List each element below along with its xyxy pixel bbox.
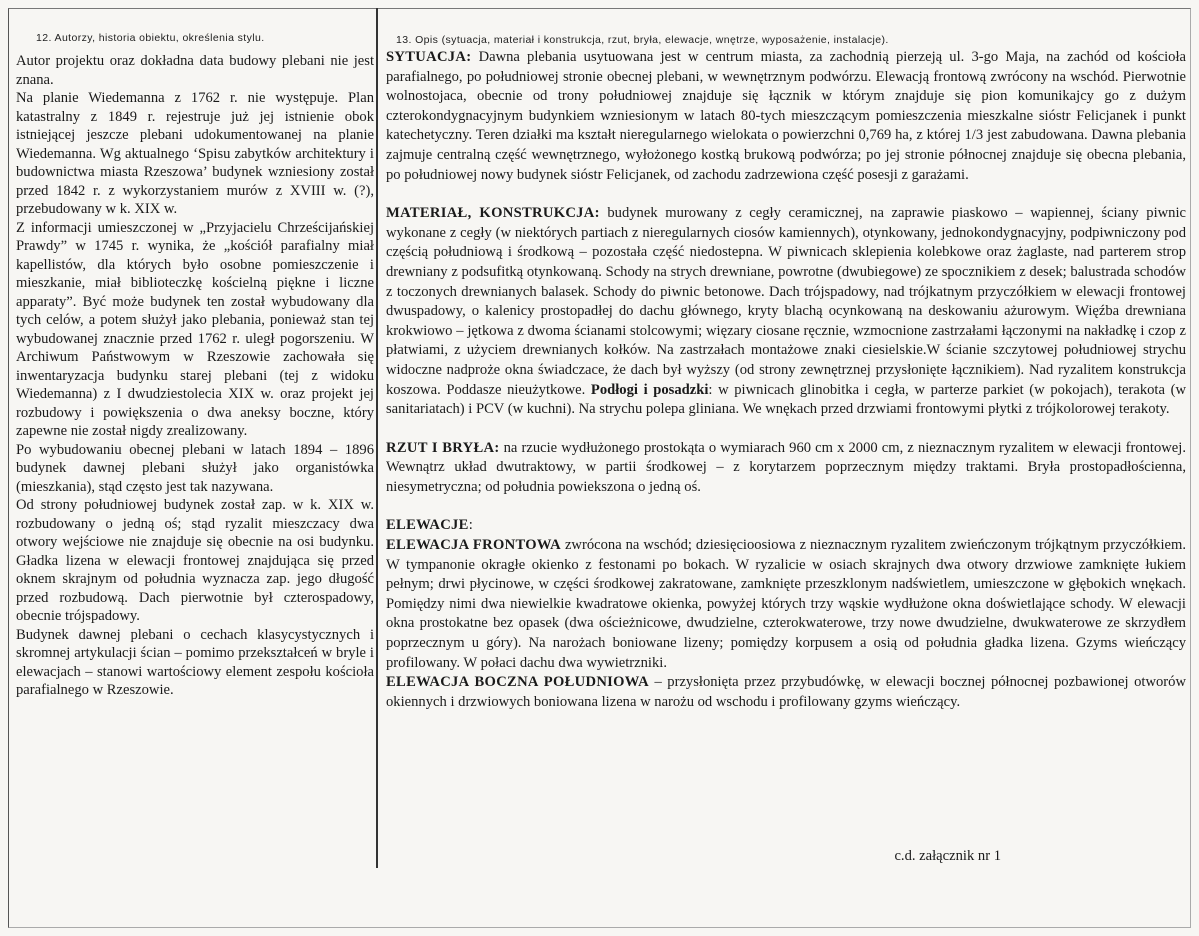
material-paragraph: [386, 204, 1186, 420]
left-section-header: 12. Autorzy, historia obiektu, określenia stylu.: [36, 32, 265, 44]
left-paragraph: Na planie Wiedemanna z 1762 r. nie występuje. Plan katastralny z 1849 r. rejestruje już jej istnienie obok istniejącej jeszcze plebani udokumentowanej na planie Wiedemanna. Wg aktualnego ‘Spisu zabytków architektury i budownictwa miasta Rzeszowa’ budynek wzniesiony został przed 1842 r. z wykorzystaniem murów z XVIII w. (?), przebudowany w k. XIX w.: [16, 90, 374, 217]
material-text: budynek murowany z cegły ceramicznej, na zaprawie piaskowo – wapiennej, ściany piwnic wykonane z cegły (w niektórych partiach z nieregularnych ciosów kamiennych), otynkowany, jednokondygnacyjny, podpiwniczony pod częścią południową i środkową – pozostała część niedostepna. W piwnicach sklepienia kolebkowe oraz żaglaste, nad parterem strop drewniany z podsufitką otynkowaną. Schody na strych drewniane, powrotne (dwubiegowe) ze spocznikiem z desek; balustrada schodów z toczonych drewnianych balasek. Schody do piwnic betonowe. Dach trójspadowy, nad trójkatnym przyczółkiem w elewacji frontowej dwuspadowy, o kalenicy prostopadłej do dachu głównego, kryty blachą ocynkowaną na deskowaniu ażurowym. Więźba drewniana krokwiowo – jętkowa z dwoma ścianami stolcowymi; więzary ciosane ręcznie, wzmocnione zastrzałami łączonymi na nakładkę i czop z płatwiami, z użyciem drewnianych kołków. Na zastrzałach montażowe znaki ciesielskie.W ścianie szczytowej południowej strychu widoczne nadproże okna świadczace, że dach był wyższy (od strony zewnętrznej przysłonięte łącznikiem). Nad ryzalitem konstrukcja koszowa. Poddasze nieużytkowe.: [386, 205, 1186, 398]
boczna-heading: ELEWACJA BOCZNA POŁUDNIOWA: [386, 674, 649, 691]
continuation-note: c.d. załącznik nr 1: [894, 848, 1001, 864]
left-paragraph: Autor projektu oraz dokładna data budowy plebani nie jest znana.: [16, 53, 374, 88]
rzut-text: na rzucie wydłużonego prostokąta o wymiarach 960 cm x 2000 cm, z nieznacznym ryzalitem w elewacji frontowej. Wewnątrz układ dwutraktowy, w partii środkowej – z korytarzem poprzecznym między traktami. Bryła prostopadłościenna, niesymetryczna; od południa powiekszona o jedną oś.: [386, 439, 1186, 495]
elewacje-heading: ELEWACJE: [386, 517, 469, 534]
frontowa-heading: ELEWACJA FRONTOWA: [386, 537, 562, 554]
elewacje-colon: :: [468, 517, 473, 534]
column-divider: [376, 8, 378, 868]
elewacje-heading-line: [386, 516, 1186, 536]
rzut-heading: RZUT I BRYŁA:: [386, 439, 500, 456]
rzut-paragraph: [386, 439, 1186, 498]
left-paragraph: Od strony południowej budynek został zap. w k. XIX w. rozbudowany o jedną oś; stąd ryzalit mieszczacy dwa otwory wejściowe nie znajduje się obecnie na osi budynku. Gładka lizena w elewacji frontowej znajdująca się przed oknem skrajnym od południa wyznacza zap. jego długość przed rozbudową. Dach pierwotnie był czterospadowy, obecnie trójspadowy.: [16, 497, 374, 624]
left-paragraph: Po wybudowaniu obecnej plebani w latach 1894 – 1896 budynek dawnej plebani służył jako organistówka (mieszkania), stąd często jest tak nazywana.: [16, 441, 374, 495]
left-paragraph: Z informacji umieszczonej w „Przyjacielu Chrześcijańskiej Prawdy” w 1745 r. wynika, że „kościół parafialny miał kapellistów, dla których było osobne pomieszczenie i mieszkanie, miał biblioteczkę kościelną piękne i liczne apparaty”. Być może budynek ten został wybudowany dla tych celów, a potem służył jako plebania, ponieważ stan tej wybudowanej znacznie przed 1762 r. uległ pogorszeniu. W Archiwum Państwowym w Rzeszowie zachowała się inwentaryzacja budynku starej plebani (tej z widoku Wiedemanna) z I dwudziestolecia XIX w. oraz projekt jej rozbudowy i powiększenia o dwa aneksy boczne, który zapewne nie został nigdy zrealizowany.: [16, 219, 374, 439]
left-column: [16, 52, 374, 700]
sytuacja-paragraph: [386, 48, 1186, 185]
sytuacja-text: Dawna plebania usytuowana jest w centrum miasta, za zachodnią pierzeją ul. 3-go Maja, na zachód od kościoła parafialnego, po południowej stronie obecnej plebani, w wewnętrznym podwórzu. Elewacją frontową zwrócony na wschód. Pierwotnie wolnostojaca, obecnie od trony południowej znajduje się łącznik w którym znajduje się pion komunikajcy go z dużym czterokondygnacyjnym budynkiem wzniesionym w latach 80-tych mieszczącym pomieszczenia mieszkalne sióstr Felicjanek i punkt katechetyczny. Teren działki ma kształt nieregularnego wielokata o powierzchni 0,769 ha, z której 1/3 jest zabudowana. Dawna plebania zajmuje centralną część wewnętrznego, wyłożonego kostką brukową podwórza; po jej stronie północnej znajduje się obecna plebania, po południowej nowy budynek sióstr Felicjanek, od zachodu zadrzewiona część posesji z garażami.: [386, 49, 1186, 183]
left-paragraph: Budynek dawnej plebani o cechach klasycystycznych i skromnej artykulacji ścian – pomimo przekształceń w bryle i elewacjach – stanowi wartościowy element zespołu kościoła parafialnego w Rzeszowie.: [16, 626, 374, 698]
boczna-text: – przysłonięta przez przybudówkę, w elewacji bocznej północnej pozbawionej otworów okiennych i drzwiowych boniowana lizena w narożu od wschodu i profilowany gzyms wieńczący.: [386, 674, 1186, 710]
right-column: [386, 48, 1186, 712]
right-section-header: 13. Opis (sytuacja, materiał i konstrukcja, rzut, bryła, elewacje, wnętrze, wyposażenie, instalacje).: [396, 34, 889, 46]
frontowa-paragraph: [386, 536, 1186, 673]
sytuacja-heading: SYTUACJA:: [386, 49, 472, 65]
material-heading: MATERIAŁ, KONSTRUKCJA:: [386, 205, 600, 222]
frontowa-text: zwrócona na wschód; dziesięcioosiowa z nieznacznym ryzalitem zwieńczonym trójkątnym przyczółkiem. W tympanonie okragłe okienko z festonami po bokach. W ryzalicie w osiach skrajnych dwa otwory drzwiowe zamknięte łukiem pełnym; drwi płycinowe, w części środkowej zakratowane, zamknięte przeszklonym nadświetlem, umieszczone w głębokich wnękach. Pomiędzy nimi dwa niewielkie kwadratowe okienka, powyżej których trzy wąskie wydłużone okna doświetlające schody. W elewacji okna prostokatne bez opasek (dwa ościeżnicowe, dwudzielne, czterokwaterowe, trzy nowe dwudzielne, dwukwaterowe ze skrzydłem poprzecznym u góry). Na narożach boniowane lizeny; pomiędzy korpusem a osią od południa gładka lizena. Gzyms wieńczący profilowany. W połaci dachu dwa wywietrzniki.: [386, 537, 1186, 671]
podlogi-text: : w piwnicach glinobitka i cegła, w parterze parkiet (w pokojach), terakota (w sanitariatach) i PCV (w kuchni). Na strychu polepa gliniana. We wnękach przed drzwiami frontowymi płytki z trójkolorowej terakoty.: [386, 381, 1186, 418]
boczna-paragraph: [386, 673, 1186, 712]
podlogi-heading: Podłogi i posadzki: [590, 381, 709, 398]
